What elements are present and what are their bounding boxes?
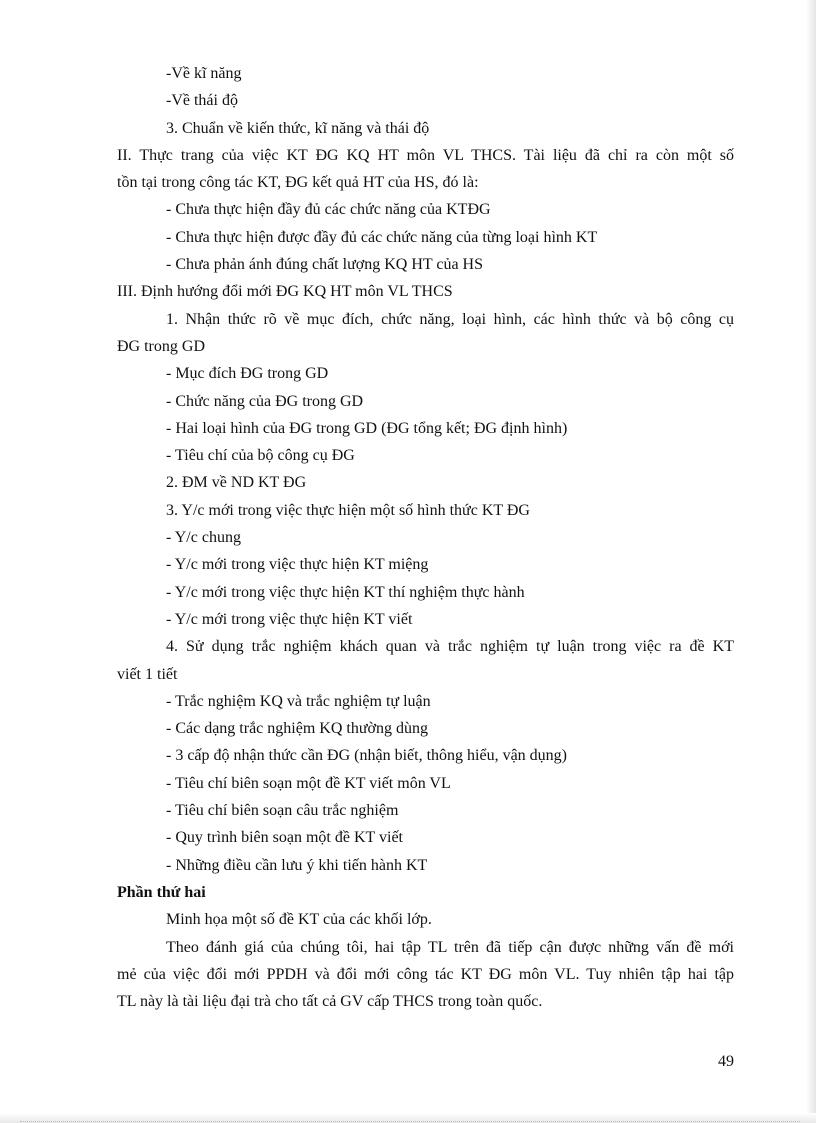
text-line: ĐG trong GD: [117, 337, 205, 355]
text-line: -Về thái độ: [166, 92, 238, 110]
text-line: viết 1 tiết: [117, 665, 178, 683]
list-item: - Hai loại hình của ĐG trong GD (ĐG tổng kết; ĐG định hình): [166, 419, 568, 437]
text-line: tồn tại trong công tác KT, ĐG kết quả HT của HS, đó là:: [117, 174, 479, 192]
text-line: Theo đánh giá của chúng tôi, hai tập TL trên đã tiếp cận được những vấn đề mới: [166, 938, 734, 956]
list-item: - Trắc nghiệm KQ và trắc nghiệm tự luận: [166, 692, 431, 710]
text-line: 4. Sử dụng trắc nghiệm khách quan và trắc nghiệm tự luận trong việc ra đề KT: [166, 638, 734, 656]
list-item: - Tiêu chí của bộ công cụ ĐG: [166, 447, 355, 465]
list-item: - Tiêu chí biên soạn câu trắc nghiệm: [166, 802, 399, 820]
list-item: - Chưa thực hiện được đầy đủ các chức năng của từng loại hình KT: [166, 228, 598, 246]
text-line: 3. Y/c mới trong việc thực hiện một số hình thức KT ĐG: [166, 501, 530, 519]
text-line: 1. Nhận thức rõ về mục đích, chức năng, loại hình, các hình thức và bộ công cụ: [166, 310, 734, 328]
text-line: -Về kĩ năng: [166, 65, 242, 82]
document-body: [117, 60, 734, 1015]
list-item: - Chưa phản ánh đúng chất lượng KQ HT của HS: [166, 256, 484, 274]
text-line: 2. ĐM về ND KT ĐG: [166, 474, 307, 492]
list-item: - Mục đích ĐG trong GD: [166, 365, 329, 383]
list-item: - Y/c mới trong việc thực hiện KT viết: [166, 610, 413, 628]
list-item: - Chức năng của ĐG trong GD: [166, 392, 364, 410]
list-item: - Những điều cần lưu ý khi tiến hành KT: [166, 856, 428, 874]
list-item: - Y/c chung: [166, 529, 241, 547]
list-item: - Các dạng trắc nghiệm KQ thường dùng: [166, 720, 428, 738]
text-line: 3. Chuẩn về kiến thức, kĩ năng và thái độ: [166, 119, 430, 137]
page-shadow-right: [806, 0, 816, 1123]
list-item: - Y/c mới trong việc thực hiện KT miệng: [166, 556, 429, 574]
text-line: TL này là tài liệu đại trà cho tất cả GV cấp THCS trong toàn quốc.: [117, 993, 543, 1011]
list-item: - Chưa thực hiện đầy đủ các chức năng của KTĐG: [166, 201, 491, 219]
page-number: 49: [718, 1053, 734, 1070]
page-bottom-border: [20, 1121, 800, 1122]
section-heading-ii: II. Thực trang của việc KT ĐG KQ HT môn VL THCS. Tài liệu đã chỉ ra còn một số: [117, 146, 734, 164]
text-line: Minh họa một số đề KT của các khối lớp.: [166, 911, 432, 929]
list-item: - Y/c mới trong việc thực hiện KT thí nghiệm thực hành: [166, 583, 525, 601]
section-heading-part-two: Phần thứ hai: [117, 883, 206, 901]
section-heading-iii: III. Định hướng đổi mới ĐG KQ HT môn VL THCS: [117, 283, 453, 301]
list-item: - Quy trình biên soạn một đề KT viết: [166, 829, 403, 847]
text-line: mẻ của việc đổi mới PPDH và đổi mới công tác KT ĐG môn VL. Tuy nhiên tập hai tập: [117, 965, 734, 983]
list-item: - Tiêu chí biên soạn một đề KT viết môn VL: [166, 774, 451, 792]
list-item: - 3 cấp độ nhận thức cần ĐG (nhận biết, thông hiểu, vận dụng): [166, 747, 568, 765]
